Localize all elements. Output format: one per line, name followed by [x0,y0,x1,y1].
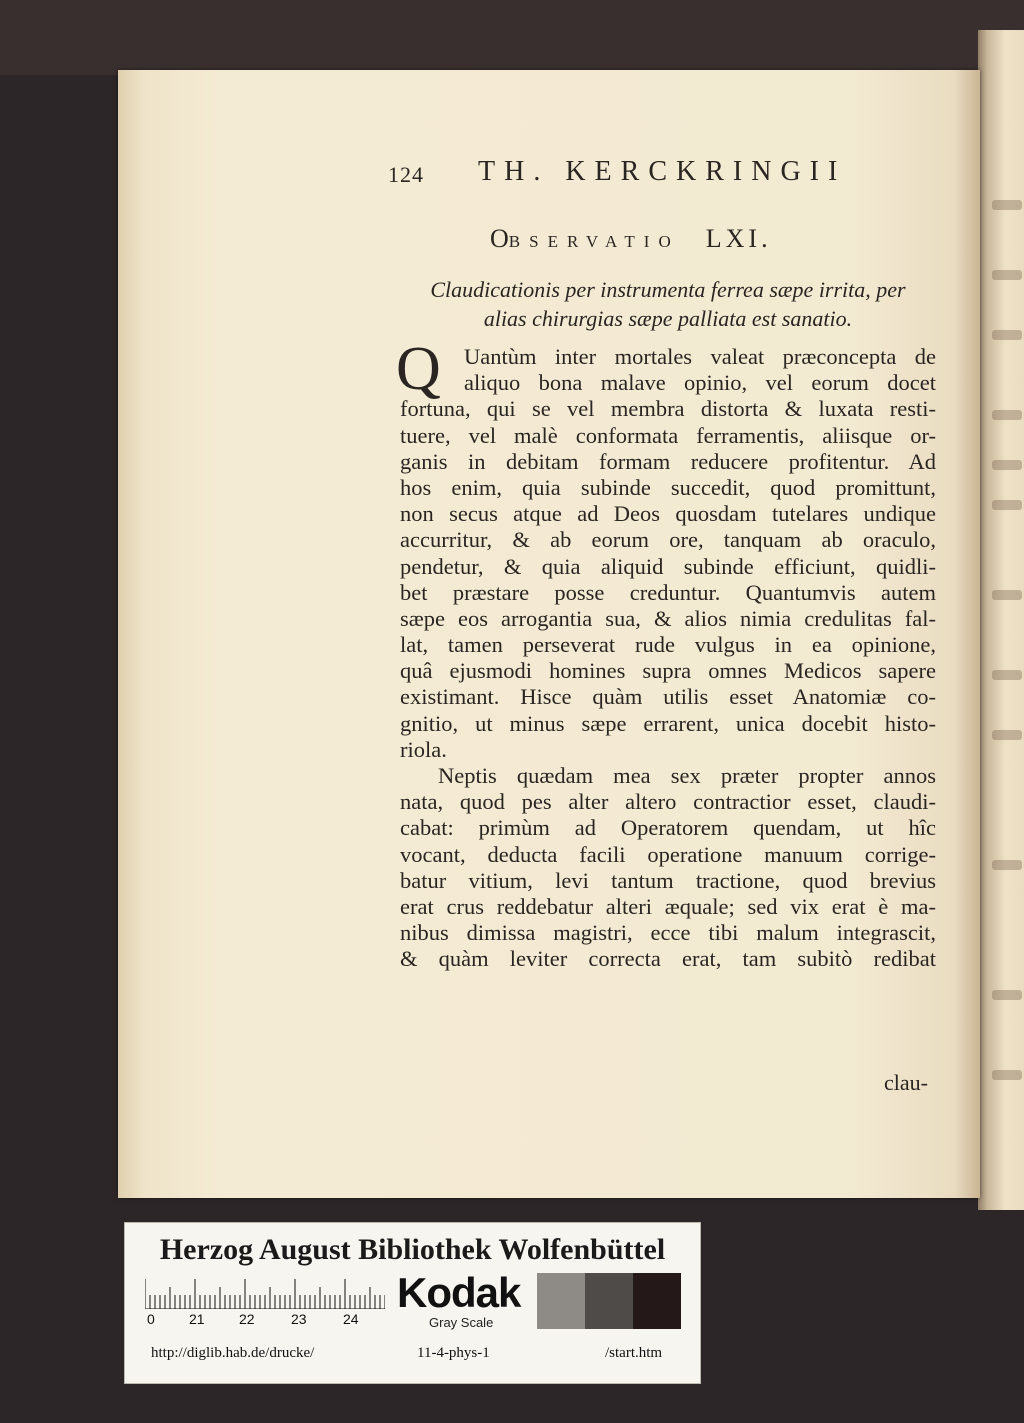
library-title: Herzog August Bibliothek Wolfenbüttel [159,1233,666,1266]
subtitle-line: alias chirurgias sæpe palliata est sanatio. [483,306,853,331]
text-line: bet præstare posse creduntur. Quantumvis autem [400,579,936,605]
text-line: fortuna, qui se vel membra distorta & luxata resti- [400,396,936,422]
text-line: Neptis quædam mea sex præter propter annos [438,763,936,788]
running-title: TH. KERCKRINGII [478,156,847,187]
ruler-number: 23 [291,1311,307,1327]
text-line: riola. [400,736,447,762]
ruler-ticks [145,1275,385,1309]
observation-heading [490,224,830,260]
subtitle-line: Claudicationis per instrumenta ferrea sæpe irrita, per [430,277,906,302]
text-line: lat, tamen perseverat rude vulgus in ea opinione, [400,632,936,658]
gray-swatch [633,1273,681,1329]
text-line: sæpe eos arrogantia sua, & alios nimia credulitas fal- [400,605,936,631]
ruler-number: 21 [189,1311,205,1327]
drop-cap: Q [396,335,441,403]
ruler-number: 0 [147,1311,155,1327]
ruler [145,1275,385,1327]
page-number: 124 [388,162,424,187]
text-line: erat crus reddebatur alteri æquale; sed vix erat è ma- [400,893,936,919]
running-head [388,156,888,190]
text-line: batur vitium, levi tantum tractione, quod brevius [400,867,936,893]
gray-swatch [585,1273,633,1329]
kodak-logo: Kodak [397,1269,521,1316]
body-text [396,335,936,973]
observation-label-rest: BSERVATIO [508,232,680,251]
facing-page-edge [978,30,1024,1210]
library-color-card [124,1222,701,1384]
observation-number: LXI. [705,224,772,253]
url-left: http://diglib.hab.de/drucke/ [151,1345,315,1361]
url-right: /start.htm [605,1345,663,1361]
text-line: quâ ejusmodi homines supra omnes Medicos sapere [400,658,936,684]
text-line: existimant. Hisce quàm utilis esset Anatomiæ co- [400,684,936,710]
observation-subtitle [418,275,918,333]
text-line: ganis in debitam formam reducere profitentur. Ad [400,448,936,474]
catchword: clau- [884,1070,928,1095]
text-line: hos enim, quia subinde succedit, quod promittunt, [400,474,936,500]
url-middle: 11-4-phys-1 [417,1345,490,1361]
book-page [118,70,980,1198]
text-line: vocant, deducta facili operatione manuum corrige- [400,841,936,867]
text-line: gnitio, ut minus sæpe errarent, unica docebit histo- [400,710,936,736]
ruler-number: 22 [239,1311,255,1327]
ruler-number: 24 [343,1311,359,1327]
gray-scale-label: Gray Scale [429,1315,494,1330]
text-line: pendetur, & quia aliquid subinde efficiunt, quidli- [400,553,936,579]
text-line: aliquo bona malave opinio, vel eorum docet [464,370,936,396]
scan-backdrop [0,0,1024,75]
text-line: non secus atque ad Deos quosdam tutelares undique [400,501,936,527]
text-line: nibus dimissa magistri, ecce tibi malum integrascit, [400,920,936,946]
text-line: Uantùm inter mortales valeat præconcepta de [464,344,936,369]
observation-label-initial: O [490,224,509,253]
gray-swatch [537,1273,585,1329]
text-line: cabat: primùm ad Operatorem quendam, ut hîc [400,815,936,841]
text-line: nata, quod pes alter altero contractior esset, claudi- [400,789,936,815]
text-line: & quàm leviter correcta erat, tam subitò redibat [400,946,936,972]
text-line: accurritur, & ab eorum ore, tanquam ab oraculo, [400,527,936,553]
text-line: tuere, vel malè conformata ferramentis, aliisque or- [400,422,936,448]
